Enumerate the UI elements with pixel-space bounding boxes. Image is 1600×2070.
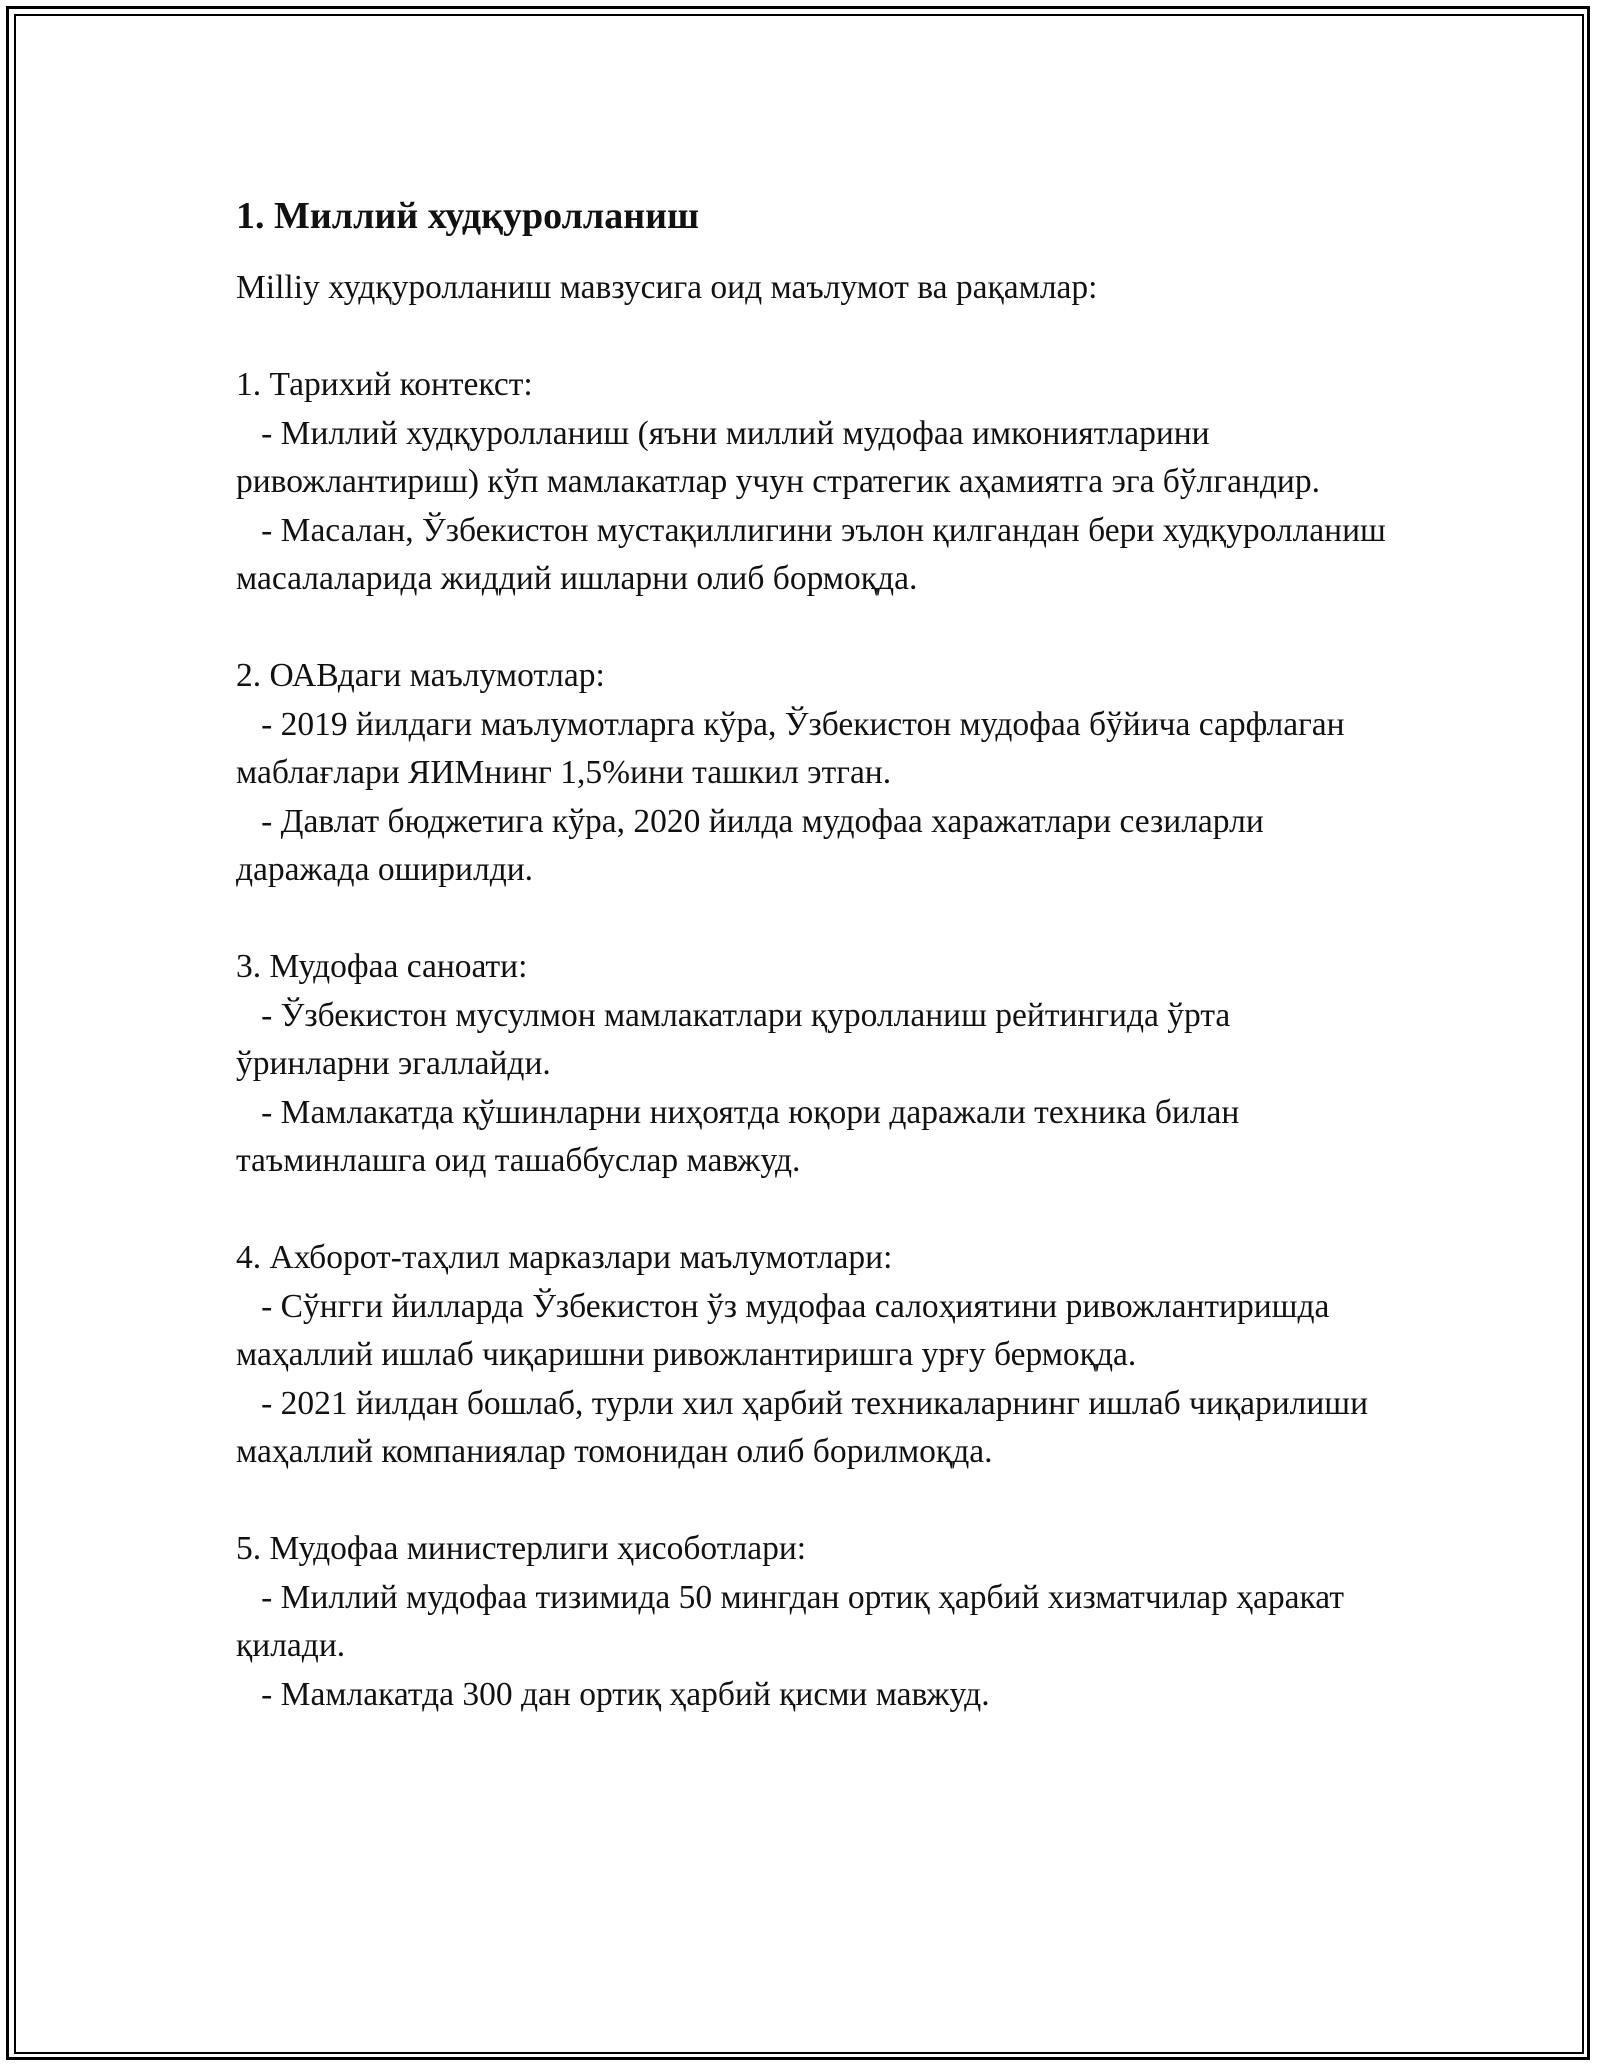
section-heading: 3. Мудофаа саноати: bbox=[236, 948, 528, 985]
bullet-item: - Ўзбекистон мусулмон мамлакатлари қуролланиш рейтингида ўрта ўринларни эгаллайди. bbox=[236, 996, 1239, 1082]
section-heading: 1. Тарихий контекст: bbox=[236, 366, 533, 403]
bullet-item: - 2019 йилдаги маълумотларга кўра, Ўзбекистон мудофаа бўйича сарфлаган маблағлари ЯИМнинг 1,5%ини ташкил этган. bbox=[236, 705, 1353, 791]
section-heading: 2. ОАВдаги маълумотлар: bbox=[236, 657, 605, 694]
bullet-item: - Миллий мудофаа тизимида 50 мингдан ортиқ ҳарбий хизматчилар ҳаракат қилади. bbox=[236, 1578, 1353, 1664]
section-ministry-reports bbox=[236, 1525, 1386, 1719]
section-heading: 5. Мудофаа министерлиги ҳисоботлари: bbox=[236, 1530, 807, 1567]
document-body bbox=[236, 190, 1395, 1719]
intro-paragraph: Milliy худқуролланиш мавзусига оид маълумот ва рақамлар: bbox=[236, 269, 1098, 306]
bullet-item: - Давлат бюджетига кўра, 2020 йилда мудофаа харажатлари сезиларли даражада оширилди. bbox=[236, 802, 1273, 888]
section-heading: 4. Ахборот-таҳлил марказлари маълумотлари: bbox=[236, 1239, 893, 1276]
section-media-data bbox=[236, 652, 1386, 895]
section-historical-context bbox=[236, 361, 1395, 604]
document-title: 1. Миллий худқуролланиш bbox=[236, 195, 700, 237]
bullet-item: - Масалан, Ўзбекистон мустақиллигини эълон қилгандан бери худқуролланиш масалаларида жиддий ишларни олиб бормоқда. bbox=[236, 511, 1395, 597]
section-analysis-centers bbox=[236, 1234, 1386, 1477]
bullet-item: - Мамлакатда 300 дан ортиқ ҳарбий қисми мавжуд. bbox=[236, 1675, 990, 1713]
bullet-item: - Сўнгги йилларда Ўзбекистон ўз мудофаа салоҳиятини ривожлантиришда маҳаллий ишлаб чиқаришни ривожлантиришга урғу бермоқда. bbox=[236, 1287, 1338, 1373]
bullet-item: - Миллий худқуролланиш (яъни миллий мудофаа имкониятларини ривожлантириш) кўп мамлакатлар учун стратегик аҳамиятга эга бўлгандир. bbox=[236, 414, 1320, 500]
bullet-item: - Мамлакатда қўшинларни ниҳоятда юқори даражали техника билан таъминлашга оид ташаббуслар мавжуд. bbox=[236, 1093, 1248, 1179]
bullet-item: - 2021 йилдан бошлаб, турли хил ҳарбий техникаларнинг ишлаб чиқарилиши маҳаллий компаниялар томонидан олиб борилмоқда. bbox=[236, 1384, 1377, 1470]
section-defense-industry bbox=[236, 943, 1386, 1186]
